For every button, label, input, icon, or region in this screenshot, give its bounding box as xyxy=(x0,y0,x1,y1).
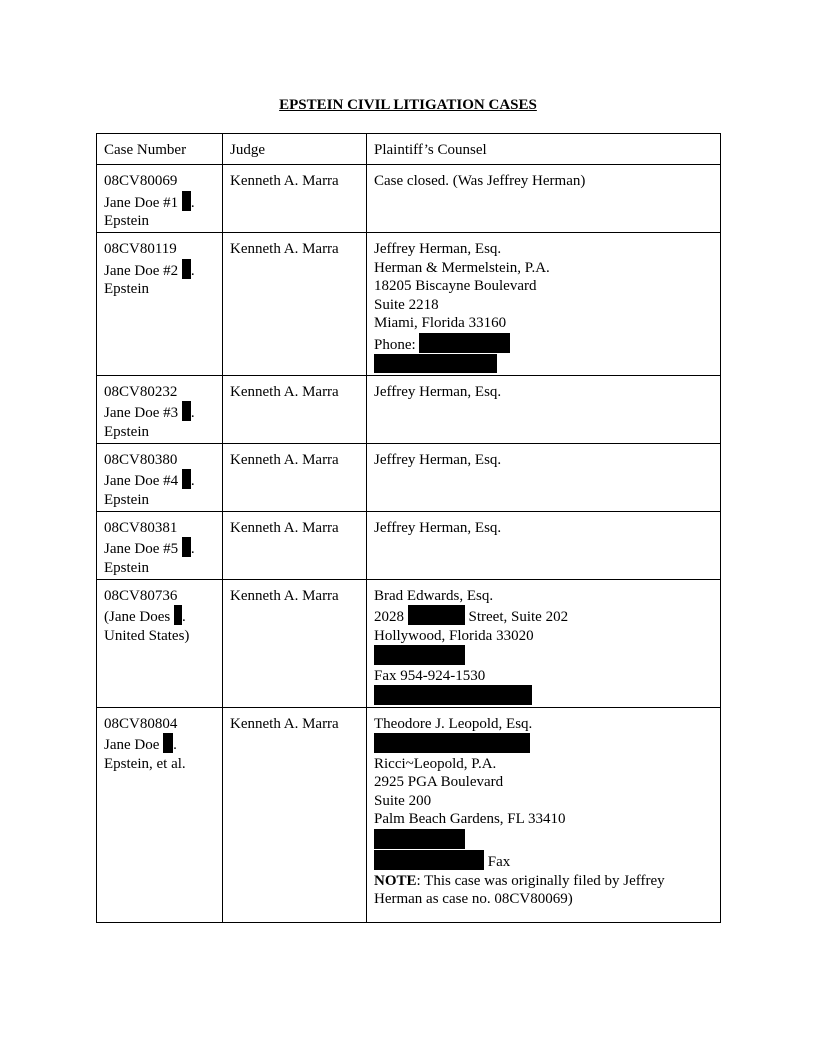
case-number-cell xyxy=(97,579,223,707)
case-party-line xyxy=(104,537,215,559)
redaction-punct: . xyxy=(190,262,195,279)
case-number: 08CV80069 xyxy=(104,173,178,189)
redaction-block xyxy=(163,733,173,753)
header-case-number: Case Number xyxy=(97,134,223,165)
judge-cell: Kenneth A. Marra xyxy=(223,233,367,376)
case-number-cell xyxy=(97,375,223,443)
counsel-fax-line xyxy=(374,850,713,872)
counsel-city: Hollywood, Florida 33020 xyxy=(374,627,534,644)
counsel-line: Jeffrey Herman, Esq. xyxy=(374,451,502,468)
case-plaintiff: Jane Doe #1 xyxy=(104,194,179,211)
table-row xyxy=(97,375,721,443)
redaction-block xyxy=(182,537,191,557)
redaction-block xyxy=(182,191,191,211)
redaction-punct: . xyxy=(190,194,195,211)
case-party-line xyxy=(104,605,215,627)
redaction-block xyxy=(408,605,465,625)
counsel-firm: Herman & Mermelstein, P.A. xyxy=(374,259,550,276)
judge-cell: Kenneth A. Marra xyxy=(223,579,367,707)
counsel-name: Theodore J. Leopold, Esq. xyxy=(374,715,533,732)
redaction-block xyxy=(374,354,497,373)
case-defendant: Epstein xyxy=(104,491,149,508)
counsel-cell xyxy=(367,233,721,376)
judge-cell: Kenneth A. Marra xyxy=(223,443,367,511)
case-plaintiff: Jane Doe #5 xyxy=(104,541,179,557)
cases-table xyxy=(96,133,721,923)
redacted-line xyxy=(374,685,713,707)
redaction-block xyxy=(182,469,191,489)
redaction-punct: . xyxy=(190,473,195,489)
case-note xyxy=(374,872,713,909)
case-party-line xyxy=(104,401,215,423)
counsel-name: Jeffrey Herman, Esq. xyxy=(374,241,502,257)
header-plaintiffs-counsel: Plaintiff’s Counsel xyxy=(367,134,721,165)
judge-cell: Kenneth A. Marra xyxy=(223,165,367,233)
judge-cell: Kenneth A. Marra xyxy=(223,375,367,443)
counsel-fax: Fax 954-924-1530 xyxy=(374,667,486,684)
counsel-line: Jeffrey Herman, Esq. xyxy=(374,383,502,400)
case-number: 08CV80736 xyxy=(104,587,178,604)
counsel-phone-line xyxy=(374,333,713,355)
counsel-address: 2925 PGA Boulevard xyxy=(374,774,504,790)
redacted-line xyxy=(374,733,713,755)
case-number-cell xyxy=(97,443,223,511)
redaction-punct: . xyxy=(173,737,177,753)
case-defendant: Epstein xyxy=(104,281,149,297)
redaction-block xyxy=(374,685,532,705)
case-party-line xyxy=(104,469,215,491)
note-label: NOTE xyxy=(374,872,417,889)
redaction-block xyxy=(182,259,191,279)
case-defendant: United States) xyxy=(104,627,190,644)
case-number: 08CV80804 xyxy=(104,715,178,732)
counsel-line: Jeffrey Herman, Esq. xyxy=(374,519,502,536)
table-row xyxy=(97,165,721,233)
case-number-cell xyxy=(97,165,223,233)
case-number-cell xyxy=(97,511,223,579)
redaction-block xyxy=(174,605,182,625)
counsel-cell xyxy=(367,579,721,707)
redaction-block xyxy=(374,850,484,870)
table-row xyxy=(97,511,721,579)
table-row xyxy=(97,579,721,707)
redaction-block xyxy=(182,401,191,421)
redaction-block xyxy=(419,333,510,353)
table-row xyxy=(97,233,721,376)
case-party-line xyxy=(104,191,215,213)
table-row xyxy=(97,443,721,511)
judge-cell: Kenneth A. Marra xyxy=(223,511,367,579)
counsel-street-number: 2028 xyxy=(374,609,404,625)
redacted-line xyxy=(374,829,713,851)
redaction-block xyxy=(374,829,465,849)
counsel-suite: Suite 2218 xyxy=(374,296,439,313)
counsel-cell xyxy=(367,707,721,922)
table-row xyxy=(97,707,721,922)
redaction-punct: . xyxy=(181,609,186,625)
case-plaintiff: Jane Doe #2 xyxy=(104,262,179,279)
judge-cell: Kenneth A. Marra xyxy=(223,707,367,922)
counsel-name: Brad Edwards, Esq. xyxy=(374,587,494,604)
counsel-street: Street, Suite 202 xyxy=(468,609,569,625)
case-number: 08CV80381 xyxy=(104,519,178,536)
case-plaintiff: Jane Doe #3 xyxy=(104,405,179,421)
counsel-fax-label: Fax xyxy=(487,854,511,870)
case-defendant: Epstein xyxy=(104,559,149,576)
case-number: 08CV80232 xyxy=(104,383,178,400)
case-defendant: Epstein, et al. xyxy=(104,755,186,772)
redaction-punct: . xyxy=(190,405,195,421)
case-number: 08CV80119 xyxy=(104,241,177,257)
table-header-row xyxy=(97,134,721,165)
counsel-firm: Ricci~Leopold, P.A. xyxy=(374,755,497,772)
counsel-address-line xyxy=(374,605,713,627)
redaction-block xyxy=(374,733,530,753)
case-defendant: Epstein xyxy=(104,213,149,229)
counsel-address: 18205 Biscayne Boulevard xyxy=(374,278,537,294)
counsel-city: Miami, Florida 33160 xyxy=(374,315,507,331)
case-party-line xyxy=(104,259,215,281)
case-defendant: Epstein xyxy=(104,423,149,440)
redaction-punct: . xyxy=(190,541,195,557)
redacted-line xyxy=(374,645,713,667)
counsel-city: Palm Beach Gardens, FL 33410 xyxy=(374,811,566,827)
counsel-cell xyxy=(367,443,721,511)
note-text: : This case was originally filed by Jeffrey Herman as case no. 08CV80069) xyxy=(374,872,665,907)
case-party-line xyxy=(104,733,215,755)
counsel-cell xyxy=(367,511,721,579)
redacted-line xyxy=(374,354,713,375)
case-plaintiff: Jane Doe #4 xyxy=(104,473,179,489)
redaction-block xyxy=(374,645,465,665)
counsel-suite: Suite 200 xyxy=(374,792,432,809)
counsel-line: Case closed. (Was Jeffrey Herman) xyxy=(374,173,586,189)
case-number-cell xyxy=(97,707,223,922)
counsel-cell xyxy=(367,165,721,233)
case-number: 08CV80380 xyxy=(104,451,178,468)
case-plaintiff: (Jane Does xyxy=(104,609,171,625)
counsel-cell xyxy=(367,375,721,443)
header-judge: Judge xyxy=(223,134,367,165)
counsel-phone-label: Phone: xyxy=(374,336,416,353)
document-title: EPSTEIN CIVIL LITIGATION CASES xyxy=(279,97,537,113)
case-number-cell xyxy=(97,233,223,376)
case-plaintiff: Jane Doe xyxy=(104,737,160,753)
